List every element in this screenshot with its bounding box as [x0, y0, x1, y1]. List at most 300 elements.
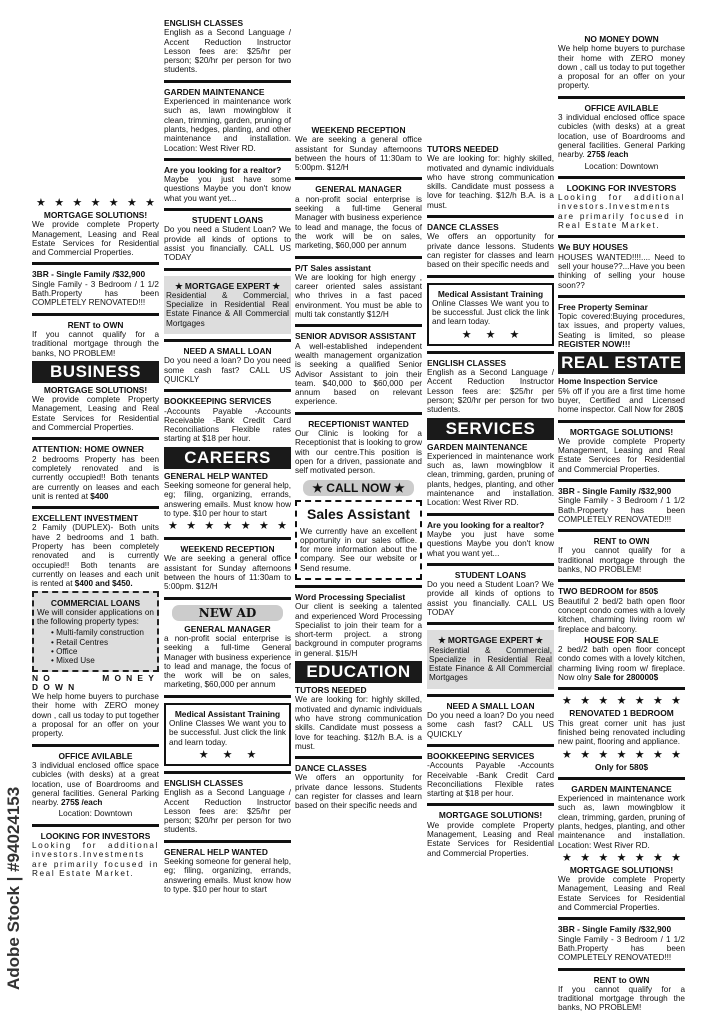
divider-rule: [558, 479, 685, 482]
ad-body-text: If you cannot qualify for a traditional mortgage through the banks, NO PROBLEM!: [558, 546, 685, 575]
ad-heading: RENT to OWN: [593, 974, 650, 985]
section-banner: SERVICES: [427, 418, 554, 440]
divider-rule: [427, 744, 554, 747]
ad-body-text: -Accounts Payable -Accounts Receivable -Bank Credit Card Reconciliations Flexible rates starting at $18 per hour.: [427, 761, 554, 799]
ad-heading: LOOKING FOR INVESTORS: [40, 830, 151, 841]
ad-heading: RENT to OWN: [593, 536, 650, 547]
ad-heading: LOOKING FOR INVESTORS: [566, 182, 677, 193]
ad-heading: ENGLISH CLASSES: [164, 18, 244, 28]
ad-heading: NEED A SMALL LOAN: [183, 346, 272, 357]
ad-body: [166, 291, 289, 328]
ad-heading: NO MONEY DOWN: [584, 34, 659, 44]
ad-heading: ★ MORTGAGE EXPERT ★: [438, 635, 543, 646]
divider-rule: [164, 695, 291, 698]
ad-heading: Are you looking for a realtor?: [427, 519, 545, 530]
ad-body-text: We will consider applications on the following property types:: [37, 607, 154, 627]
ad-heading: MORTGAGE SOLUTIONS!: [438, 810, 543, 821]
divider-rule: [295, 324, 422, 327]
ad-body-text: We offers an opportunity for private dance lessons. Students can register for classes and learn based on their specific needs and: [427, 232, 554, 270]
ad-body: [32, 220, 159, 257]
ad-body: [295, 195, 422, 251]
ad-body: [32, 395, 159, 432]
ad-body: [427, 821, 554, 858]
ad-heading: BOOKKEEPING SERVICES: [427, 750, 535, 761]
ad-box: [427, 630, 554, 688]
ad-heading: RENOVATED 1 BEDROOM: [569, 708, 674, 719]
ad-body: [558, 719, 685, 747]
ad-body: [164, 788, 291, 834]
ad-body-text: 2 Family (DUPLEX)- Both units have 2 bedrooms and 1 bath. Property has been completely renovated and is currently occupied!! Both tenants are currently on leases and each unit is rented at: [32, 523, 159, 589]
divider-rule: [32, 824, 159, 827]
ad-body-text: We help home buyers to purchase their home with ZERO money down , call us today to put together a proposal for an offer on your property.: [558, 44, 685, 91]
ad-body: [427, 232, 554, 269]
ad-body-text: Do you need a loan? Do you need some cash fast? CALL US QUICKLY: [427, 711, 554, 739]
bullet-item: • Office: [51, 647, 154, 656]
divider-rule: [427, 622, 554, 625]
star-icon: ★: [562, 748, 572, 761]
ad-body-text: We provide complete Property Management, Leasing and Real Estate Services for Residential and Commercial Properties.: [32, 220, 159, 258]
ad-body: [164, 857, 291, 894]
ad-body: [169, 719, 286, 747]
ad-body: [558, 645, 685, 682]
ad-heading: GARDEN MAINTENANCE: [427, 441, 528, 452]
ad-body-text: English as a Second Language / Accent Reduction Instructor Lesson fees are: $25/hr per person; $20/hr per person for two students.: [164, 788, 291, 835]
ad-body: [558, 44, 685, 90]
divider-rule: [164, 80, 291, 83]
ad-heading: RECEPTIONIST WANTED: [308, 418, 409, 429]
ad-body-text: We provide complete Property Management, Leasing and Real Estate Services for Residential and Commercial Properties.: [558, 436, 685, 474]
ad-heading: 3BR - Single Family /$32,900: [558, 485, 672, 496]
star-icon: ★: [258, 520, 269, 533]
ad-body: [32, 330, 159, 358]
ad-body: [164, 356, 291, 384]
ad-body: [37, 608, 154, 627]
column-5: [558, 33, 685, 1015]
ad-heading: MORTGAGE SOLUTIONS!: [569, 426, 674, 437]
ad-body-text: English as a Second Language / Accent Reduction Instructor Lesson fees are: $25/hr per person; $20/hr per person for two students.: [164, 28, 291, 75]
ad-body: [427, 154, 554, 210]
divider-rule: [295, 412, 422, 415]
ad-heading: EXCELLENT INVESTMENT: [32, 513, 139, 524]
ad-body-text: Maybe you just have some questions Maybe you don't know what you want yet...: [164, 175, 291, 203]
ad-body-text: Our Clinic is looking for a Receptionist that is looking to grow with our centre.This position is open for a driven, passionate and self motivated person.: [295, 429, 422, 476]
ad-body: [558, 794, 685, 850]
ad-heading: MORTGAGE SOLUTIONS!: [569, 864, 674, 875]
ad-heading: GENERAL HELP WANTED: [164, 846, 268, 857]
divider-rule: [427, 215, 554, 218]
ad-body: [164, 634, 291, 690]
stars-row: [164, 520, 291, 532]
ad-body: [295, 602, 422, 658]
ad-body-text: We are looking for: highly skilled, motivated and dynamic individuals who have strong communication skills. Candidate must possess a love for teaching. $12/h B.A. is a must.: [295, 695, 422, 751]
ad-heading: WEEKEND RECEPTION: [311, 125, 406, 135]
ad-body: [32, 809, 159, 818]
ad-box: [295, 500, 422, 580]
column-1: [32, 197, 159, 880]
ad-heading: GENERAL MANAGER: [184, 623, 271, 634]
star-icon: ★: [72, 197, 83, 209]
ad-heading: STUDENT LOANS: [191, 215, 264, 226]
divider-rule: [558, 687, 685, 690]
ad-body: [295, 429, 422, 475]
ad-heading: STUDENT LOANS: [454, 569, 527, 580]
ad-body-emphasis: Sale for 280000$: [593, 673, 659, 683]
ad-body: [295, 695, 422, 751]
ad-title-large: Sales Assistant: [307, 505, 410, 522]
ad-body-text: Do you need a Student Loan? We provide all kinds of options to assist you financially. CALL US TODAY: [427, 580, 554, 617]
divider-rule: [164, 771, 291, 774]
ad-heading: WEEKEND RECEPTION: [180, 544, 275, 555]
ad-heading: Medical Assistant Training: [437, 288, 544, 299]
ad-body-text: We provide complete Property Management, Leasing and Real Estate Services for Residential and Commercial Properties.: [32, 395, 159, 433]
ad-body: [164, 28, 291, 74]
bullet-item: • Retail Centres: [51, 638, 154, 647]
ad-body-text: Single Family - 3 Bedroom / 1 1/2 Bath.Property has been COMPLETELY RENOVATED!!!: [32, 279, 159, 308]
bullet-item: • Multi-family construction: [51, 628, 154, 637]
ad-body-text: Residential & Commercial, Specialize in Residential Real Estate Finance & All Commercial Mortgages: [429, 645, 552, 683]
divider-rule: [558, 968, 685, 971]
star-icon: ★: [634, 851, 645, 864]
divider-rule: [558, 235, 685, 238]
ad-body-text: Do you need a loan? Do you need some cash fast? CALL US QUICKLY: [164, 356, 291, 384]
star-icon: ★: [108, 197, 119, 209]
ad-heading: GARDEN MAINTENANCE: [571, 783, 672, 794]
ad-body-text: -Accounts Payable -Accounts Receivable -Bank Credit Card Reconciliations Flexible rates starting at $18 per hour.: [164, 406, 291, 444]
ad-body-text: 5% off if you are a first time home buyer, Certified and Licensed home inspector. Call Now for 280$: [558, 386, 685, 415]
ad-body: [164, 407, 291, 444]
column-4: [427, 143, 554, 860]
column-2: [164, 17, 291, 896]
ad-heading: Only for 580$: [594, 761, 649, 772]
star-icon: ★: [598, 748, 609, 761]
star-icon: ★: [634, 695, 645, 708]
ad-body-text: We offers an opportunity for private dance lessons. Students can register for classes and learn based on their specific needs and: [295, 773, 422, 811]
divider-rule: [295, 585, 422, 588]
star-icon: ★: [580, 695, 591, 708]
divider-rule: [164, 158, 291, 161]
star-icon: ★: [461, 328, 472, 341]
ad-heading: P/T Sales assistant: [295, 262, 371, 273]
divider-rule: [32, 744, 159, 747]
ad-heading: TUTORS NEEDED: [427, 144, 499, 154]
ad-body: [558, 546, 685, 574]
ad-heading: OFFICE AVILABLE: [58, 750, 133, 761]
ad-body-text: Looking for additional investors.Investments are primarily focused in Real Estate Market.: [558, 193, 685, 231]
ad-heading: ENGLISH CLASSES: [164, 777, 244, 788]
ad-body: [558, 935, 685, 963]
divider-rule: [558, 529, 685, 532]
ad-body-text: Experienced in maintenance work such as, lawn mowingblow it clean, trimming, garden, pruning of plants, hedges, planting, and other maintenance and installation. Location: West River RD.: [427, 451, 554, 508]
ad-body-text: 3 individual enclosed office space cubicles (with desks) at a great location, use of Boardrooms and general facilities. General Parking nearby.: [32, 760, 159, 808]
ad-body-text: Location: Downtown: [584, 161, 659, 171]
ad-heading: NEED A SMALL LOAN: [446, 700, 535, 711]
ad-heading: TUTORS NEEDED: [295, 685, 367, 696]
ad-body-text: If you cannot qualify for a traditional mortgage through the banks, NO PROBLEM!: [558, 984, 685, 1013]
ad-heading: MORTGAGE SOLUTIONS!: [43, 384, 148, 395]
ad-body-text: Single Family - 3 Bedroom / 1 1/2 Bath.Property has been COMPLETELY RENOVATED!!!: [558, 934, 685, 963]
section-banner: EDUCATION: [295, 661, 422, 683]
ad-body-text: Maybe you just have some questions Maybe you don't know what you want yet...: [427, 529, 554, 558]
divider-rule: [558, 777, 685, 780]
ad-heading: HOUSE FOR SALE: [584, 634, 659, 645]
ad-body: [32, 761, 159, 807]
ad-body: [32, 455, 159, 501]
ad-box: [427, 283, 554, 346]
divider-rule: [295, 756, 422, 759]
ad-heading: GENERAL HELP WANTED: [164, 470, 268, 481]
star-icon: ★: [485, 328, 496, 341]
star-icon: ★: [580, 748, 591, 761]
ad-body: [164, 481, 291, 518]
divider-rule: [558, 917, 685, 920]
divider-rule: [558, 96, 685, 99]
ad-heading: ★ MORTGAGE EXPERT ★: [175, 280, 280, 291]
ad-body-text: We are seeking a general office assistant for Sunday afternoons between the hours of 11:30am to 5:00pm. $12/H: [295, 135, 422, 173]
divider-rule: [164, 840, 291, 843]
ad-heading: OFFICE AVILABLE: [584, 102, 659, 113]
ad-heading: GARDEN MAINTENANCE: [164, 86, 265, 97]
ad-body-text: Location: Downtown: [58, 809, 133, 819]
ad-body-text: 3 individual enclosed office space cubicles (with desks) at a great location, use of Boardrooms and general facilities. General Parking nearby.: [558, 113, 685, 160]
ad-heading: Medical Assistant Training: [174, 708, 281, 719]
ad-body-text: We help home buyers to purchase their home with ZERO money down , call us today to put together a proposal for an offer on your property.: [32, 692, 159, 739]
divider-rule: [164, 597, 291, 600]
divider-rule: [164, 389, 291, 392]
star-icon: ★: [616, 695, 627, 708]
ad-body: [558, 437, 685, 474]
ad-body: [558, 113, 685, 159]
ad-heading: BOOKKEEPING SERVICES: [164, 396, 272, 407]
ad-body-text: Single Family - 3 Bedroom / 1 1/2 Bath.Property has been COMPLETELY RENOVATED!!!: [558, 496, 685, 524]
star-icon: ★: [240, 520, 251, 533]
ad-heading: DANCE CLASSES: [427, 222, 499, 233]
ad-body-text: Seeking someone for general help, eg; filing, organizing, errands, answering emails. Must know how to type. $10 per hour to start: [164, 480, 291, 518]
ad-body: [295, 773, 422, 810]
divider-rule: [558, 420, 685, 423]
ad-body: [429, 646, 552, 683]
ad-body-text: This great corner unit has just finished being renovated including new paint, flooring and appliance.: [558, 718, 685, 747]
star-icon: ★: [671, 748, 681, 761]
ad-body: [427, 530, 554, 558]
ad-body: [558, 387, 685, 415]
ad-heading: 3BR - Single Family /$32,900: [558, 924, 672, 935]
ad-body: [295, 342, 422, 407]
star-icon: ★: [652, 851, 663, 864]
bullet-list: [37, 628, 154, 665]
ad-body-text: A well-established independent wealth management organization is seeking a qualified Senior Advisor Assistant to join their team. $40,000 to $60,000 per annum based on relevant experience.: [295, 341, 422, 407]
ad-body-text: Our client is seeking a talented and experienced Word Processing Specialist to join their team for a short-term project. a strong background in computer programs in general. $15/H: [295, 602, 422, 658]
highlight-pill: NEW AD: [172, 605, 283, 621]
divider-rule: [32, 313, 159, 316]
ad-body-text: English as a Second Language / Accent Reduction Instructor Lesson fees are: $25/hr per person; $20/hr per person for two students.: [427, 368, 554, 415]
ad-body: [164, 175, 291, 203]
section-banner: REAL ESTATE: [558, 352, 685, 374]
ad-body: [558, 193, 685, 230]
divider-rule: [32, 506, 159, 509]
ad-heading: We BUY HOUSES: [558, 242, 628, 253]
ad-heading: DANCE CLASSES: [295, 763, 367, 774]
ad-body-text: HOUSES WANTED!!!!.... Need to sell your house??...Have you been thinking of selling your house soon??: [558, 252, 685, 290]
ad-body: [164, 225, 291, 262]
section-banner: CAREERS: [164, 447, 291, 469]
divider-rule: [558, 295, 685, 298]
star-icon: ★: [562, 695, 572, 708]
divider-rule: [164, 208, 291, 211]
star-icon: ★: [186, 520, 197, 533]
star-icon: ★: [36, 197, 46, 209]
ad-body-emphasis: 275$ /each: [60, 798, 103, 808]
divider-rule: [295, 177, 422, 180]
stars-row: [558, 852, 685, 864]
ad-body: [558, 312, 685, 349]
divider-rule: [427, 803, 554, 806]
divider-rule: [558, 579, 685, 582]
section-banner: BUSINESS: [32, 361, 159, 383]
star-icon: ★: [90, 197, 101, 209]
ad-body-text: We are seeking a general office assistant for Sunday afternoons between the hours of 11:30am to 5:00pm. $12/H: [164, 554, 291, 592]
ad-body-text: Beautiful 2 bed/2 bath open floor concept condo comes with a lovely kitchen, charming living room w/ fireplace and balcony.: [558, 596, 685, 634]
ad-body-text: Residential & Commercial, Specialize in Residential Real Estate Finance & All Commercial Mortgages: [166, 290, 289, 328]
ad-body: [295, 135, 422, 172]
ad-body: [427, 580, 554, 617]
ad-heading: 3BR - Single Family /$32,900: [32, 269, 146, 280]
ad-body-text: We currently have an excellent opportunity in our sales office. for more information about the company. See our website or Send resume.: [300, 526, 417, 573]
ad-heading: SENIOR ADVISOR ASSISTANT: [295, 331, 417, 342]
ad-heading: GENERAL MANAGER: [315, 184, 402, 195]
ad-body-emphasis: $400 and $450.: [74, 579, 133, 589]
ad-body-text: Experienced in maintenance work such as, lawn mowingblow it clean, trimming, garden, pruning of plants, hedges, planting, and other maintenance and installation. Location: West River RD.: [164, 97, 291, 153]
ad-body: [427, 368, 554, 414]
ad-body-emphasis: 275$ /each: [586, 150, 629, 160]
ad-body-text: 2 bed/2 bath open floor concept condo comes with a lovely kitchen, charming living room w/ fireplace. Now olny: [558, 645, 685, 683]
ad-body-text: We provide complete Property Management, Leasing and Real Estate Services for Residential and Commercial Properties.: [558, 875, 685, 913]
divider-rule: [427, 351, 554, 354]
star-icon: ★: [145, 197, 155, 209]
star-icon: ★: [634, 748, 645, 761]
ad-body-text: a non-profit social enterprise is seeking a full-time General Manager with business experience to lead and manage, the focus of the work will be on sales, marketing, $60,000 per annum: [295, 194, 422, 251]
ad-box: [164, 703, 291, 766]
ad-body-text: We provide complete Property Management, Leasing and Real Estate Services for Residential and Commercial Properties.: [427, 820, 554, 858]
ad-body-text: We are looking for: highly skilled, motivated and dynamic individuals who have strong communication skills. Candidate must possess a love for teaching. $12/h B.A. is a must.: [427, 154, 554, 210]
divider-rule: [427, 694, 554, 697]
ad-body: [300, 527, 417, 573]
ad-body: [164, 554, 291, 591]
ad-body: [427, 711, 554, 739]
ad-heading: Are you looking for a realtor?: [164, 164, 282, 175]
column-3: [295, 124, 422, 813]
stars-row: [32, 197, 159, 209]
ad-body-text: a non-profit social enterprise is seeking a full-time General Manager with business experience to lead and manage, the focus of the work will be on sales, marketing, $60,000 per annum: [164, 633, 291, 690]
star-icon: ★: [598, 695, 609, 708]
star-icon: ★: [616, 851, 627, 864]
divider-rule: [164, 268, 291, 271]
ad-body: [32, 523, 159, 588]
ad-body-emphasis: $400: [90, 491, 109, 501]
ad-body-text: Do you need a Student Loan? We provide all kinds of options to assist you financially. CALL US TODAY: [164, 225, 291, 263]
star-icon: ★: [580, 851, 591, 864]
star-icon: ★: [246, 748, 257, 761]
ad-body-text: Online Classes We want you to be successful. Just click the link and learn today.: [432, 298, 549, 327]
ad-heading: ENGLISH CLASSES: [427, 357, 507, 368]
star-icon: ★: [198, 748, 209, 761]
ad-body-text: Seeking someone for general help, eg; filing, organizing, errands, answering emails. Must know how to type. $10 per hour to start: [164, 857, 291, 894]
ad-body-emphasis: REGISTER NOW!!!: [558, 340, 631, 350]
ad-body-text: We are looking for high energy , career oriented sales assistant who thrives in a fast paced environment. You must be able to multi tak constantly $12/H: [295, 272, 422, 320]
ad-body-text: Topic covered:Buying procedures, tax issues, and property values, Seating is limited, so please: [558, 312, 685, 340]
stars-row: [432, 329, 549, 341]
star-icon: ★: [168, 520, 178, 533]
ad-heading: TWO BEDROOM for 850$: [558, 586, 659, 597]
ad-box: [164, 276, 291, 334]
ad-box: [32, 591, 159, 672]
ad-heading: MORTGAGE SOLUTIONS!: [43, 210, 148, 220]
divider-rule: [32, 437, 159, 440]
divider-rule: [427, 563, 554, 566]
bullet-item: • Mixed Use: [51, 656, 154, 665]
stars-row: [558, 749, 685, 761]
stars-row: [558, 695, 685, 707]
stars-row: [169, 749, 286, 761]
stock-watermark: Adobe Stock | #94024153: [4, 786, 23, 990]
star-icon: ★: [562, 851, 572, 864]
divider-rule: [427, 275, 554, 278]
ad-body: [295, 273, 422, 319]
ad-body: [558, 162, 685, 171]
ad-body-text: 2 bedrooms Property has been completely renovated and is currently occupied!! Both tenants are currently on leases and each unit is rented at: [32, 454, 159, 501]
star-icon: ★: [652, 695, 663, 708]
star-icon: ★: [652, 748, 663, 761]
star-icon: ★: [54, 197, 65, 209]
star-icon: ★: [616, 748, 627, 761]
ad-body: [558, 985, 685, 1013]
ad-body: [427, 761, 554, 798]
star-icon: ★: [222, 520, 233, 533]
divider-rule: [295, 256, 422, 259]
star-icon: ★: [126, 197, 137, 209]
star-icon: ★: [671, 695, 681, 708]
star-icon: ★: [204, 520, 215, 533]
ad-heading: RENT to OWN: [67, 319, 124, 330]
ad-body: [558, 496, 685, 524]
ad-body: [32, 841, 159, 878]
ad-body-text: If you cannot qualify for a traditional mortgage through the banks, NO PROBLEM!: [32, 329, 159, 358]
ad-heading: NO MONEY DOWN: [32, 672, 159, 692]
star-icon: ★: [671, 851, 681, 864]
divider-rule: [558, 176, 685, 179]
divider-rule: [32, 262, 159, 265]
ad-body-text: Looking for additional investors.Investments are primarily focused in Real Estate Market.: [32, 841, 159, 878]
ad-heading: Free Property Seminar: [558, 301, 648, 312]
ad-body: [164, 97, 291, 153]
ad-body: [32, 692, 159, 738]
ad-body-text: Online Classes We want you to be successful. Just click the link and learn today.: [169, 719, 286, 747]
ad-heading: Home Inspection Service: [558, 376, 658, 387]
ad-body: [558, 253, 685, 290]
ad-body: [558, 875, 685, 912]
divider-rule: [164, 537, 291, 540]
star-icon: ★: [598, 851, 609, 864]
ad-body: [32, 280, 159, 308]
divider-rule: [427, 513, 554, 516]
ad-body: [558, 597, 685, 634]
ad-body: [427, 452, 554, 508]
divider-rule: [164, 339, 291, 342]
ad-heading: COMMERCIAL LOANS: [50, 597, 141, 608]
highlight-pill: ★ CALL NOW ★: [303, 480, 414, 496]
ad-body-text: Experienced in maintenance work such as, lawn mowingblow it clean, trimming, garden, pruning of plants, hedges, planting, and other maintenance and installation. Location: West River RD.: [558, 794, 685, 850]
ad-body: [432, 299, 549, 327]
star-icon: ★: [277, 520, 287, 533]
